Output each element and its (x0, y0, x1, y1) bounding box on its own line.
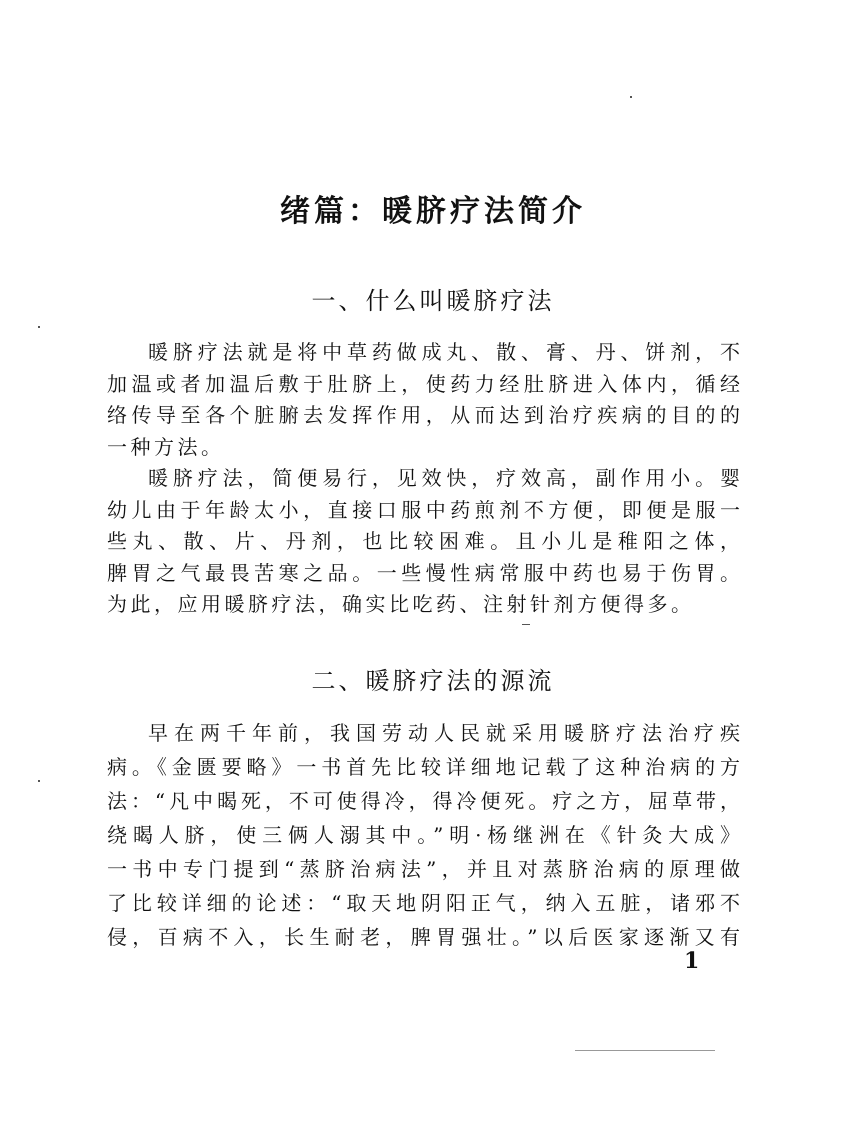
text-line: 绕暍人脐，使三俩人溺其中。”明·杨继洲在《针灸大成》 (107, 823, 740, 847)
scan-speck (575, 1050, 715, 1051)
text-line: 加温或者加温后敷于肚脐上，使药力经肚脐进入体内，循经 (107, 372, 740, 396)
text-line: 一书中专门提到“蒸脐治病法”，并且对蒸脐治病的原理做 (107, 857, 740, 881)
scan-speck (38, 780, 40, 782)
section-2-heading: 二、暖脐疗法的源流 (311, 667, 555, 695)
page-title: 绪篇：暖脐疗法简介 (280, 194, 586, 229)
scan-speck (522, 624, 530, 625)
scan-speck (38, 326, 40, 328)
text-line: 络传导至各个脏腑去发挥作用，从而达到治疗疾病的目的的 (107, 403, 740, 427)
text-line: 早在两千年前，我国劳动人民就采用暖脐疗法治疗疾 (148, 721, 740, 745)
text-line: 侵，百病不入，长生耐老，脾胃强壮。”以后医家逐渐又有 (107, 925, 740, 949)
text-line: 了比较详细的论述：“取天地阴阳正气，纳入五脏，诸邪不 (107, 891, 740, 915)
scan-speck (630, 96, 632, 98)
text-line: 些丸、散、片、丹剂，也比较困难。且小儿是稚阳之体， (107, 529, 740, 553)
text-line: 一种方法。 (107, 435, 225, 459)
text-line: 病。《金匮要略》一书首先比较详细地记载了这种治病的方 (107, 755, 740, 779)
text-line: 脾胃之气最畏苦寒之品。一些慢性病常服中药也易于伤胃。 (107, 561, 740, 585)
text-line: 暖脐疗法，简便易行，见效快，疗效高，副作用小。婴 (148, 466, 740, 490)
text-line: 幼儿由于年龄太小，直接口服中药煎剂不方便，即便是服一 (107, 498, 740, 522)
section-1-heading: 一、什么叫暖脐疗法 (311, 287, 555, 315)
page-number: 1 (684, 948, 700, 974)
text-line: 法：“凡中暍死，不可使得冷，得冷便死。疗之方，屈草带， (107, 789, 740, 813)
text-line: 暖脐疗法就是将中草药做成丸、散、膏、丹、饼剂，不 (148, 340, 740, 364)
text-line: 为此，应用暖脐疗法，确实比吃药、注射针剂方便得多。 (107, 592, 695, 616)
